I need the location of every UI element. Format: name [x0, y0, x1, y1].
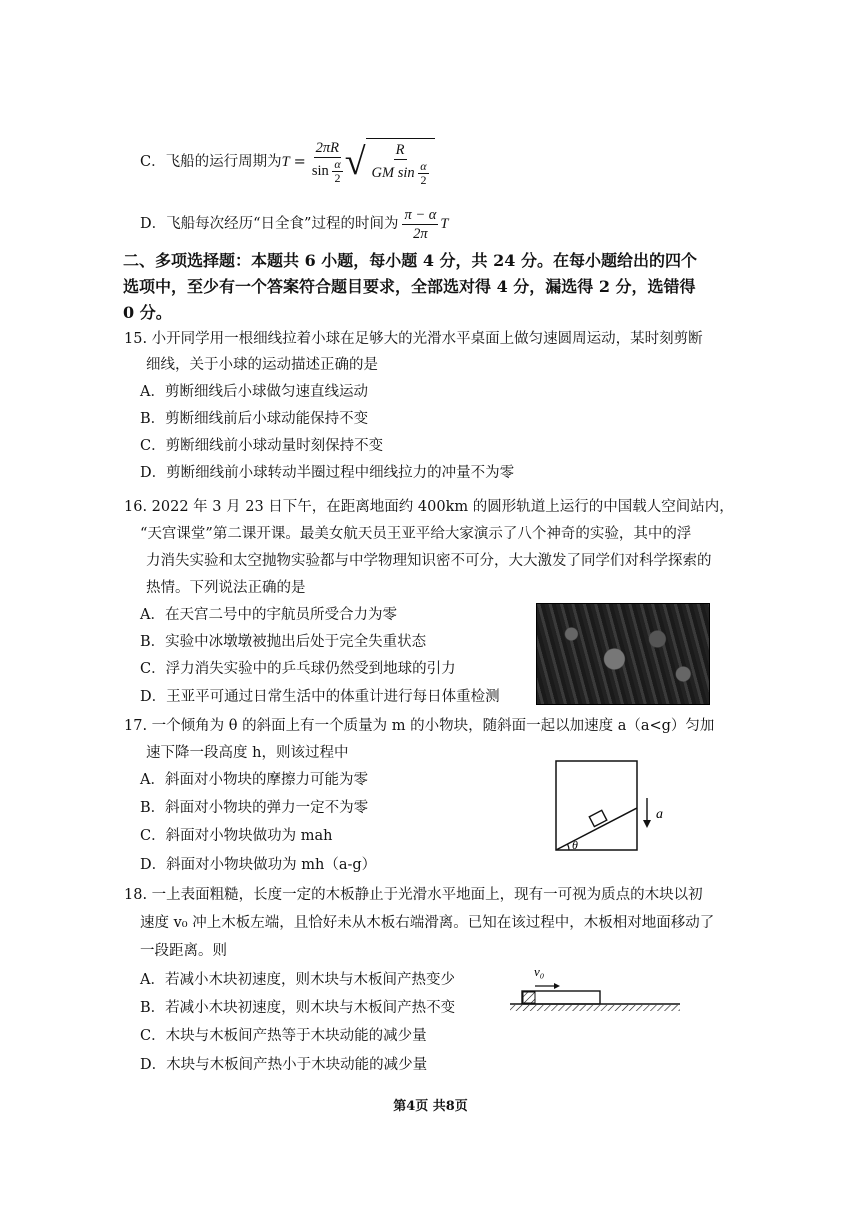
board-block-diagram: [508, 962, 683, 1022]
equals-sign: =: [293, 154, 306, 170]
acceleration-label: a: [656, 807, 663, 822]
sqrt-fraction-numerator: R: [395, 141, 405, 158]
q18-option-a: A．若减小木块初速度，则木块与木板间产热变少: [140, 972, 455, 988]
q15-option-b: B．剪断细线前后小球动能保持不变: [140, 411, 369, 427]
q15-option-c: C．剪断细线前小球动量时刻保持不变: [140, 438, 384, 454]
q14-option-c-prefix: C．飞船的运行周期为: [140, 154, 282, 170]
q16-stem-line1: 16. 2022 年 3 月 23 日下午，在距离地面约 400km 的圆形轨道上运行的中国载人空间站内，: [124, 499, 734, 515]
q17-option-d: D．斜面对小物块做功为 mh（a-g）: [140, 857, 377, 873]
angle-arc: [568, 844, 569, 850]
q17-stem-line2: 速下降一段高度 h，则该过程中: [146, 745, 349, 761]
initial-velocity-label: v₀: [534, 964, 545, 979]
q16-stem-line3: 力消失实验和太空抛物实验都与中学物理知识密不可分，大大激发了同学们对科学探索的: [146, 553, 712, 569]
q18-stem-line3: 一段距离。则: [140, 943, 227, 959]
section2-line2: 选项中，至少有一个答案符合题目要求，全部选对得 4 分，漏选得 2 分，选错得: [123, 277, 696, 296]
period-symbol: T: [281, 154, 290, 170]
velocity-arrow-icon: [554, 983, 560, 989]
acceleration-arrow-icon: [643, 820, 651, 828]
q16-option-d: D．王亚平可通过日常生活中的体重计进行每日体重检测: [140, 689, 500, 705]
sqrt-fraction: [370, 141, 431, 187]
q18-stem-line1: 18. 一上表面粗糙，长度一定的木板静止于光滑水平地面上，现有一可视为质点的木块以初: [124, 887, 703, 903]
q16-option-a: A．在天宫二号中的宇航员所受合力为零: [140, 607, 397, 623]
q15-option-d: D．剪断细线前小球转动半圈过程中细线拉力的冲量不为零: [140, 465, 515, 481]
q18-option-d: D．木块与木板间产热小于木块动能的减少量: [140, 1057, 428, 1073]
q16-option-b: B．实验中冰墩墩被抛出后处于完全失重状态: [140, 634, 427, 650]
q16-stem-line2: “天宫课堂”第二课开课。最美女航天员王亚平给大家演示了八个神奇的实验，其中的浮: [140, 526, 692, 542]
q17-option-a: A．斜面对小物块的摩擦力可能为零: [140, 772, 368, 788]
eclipse-time-fraction: $\frac{\pi - \alpha}{2\pi}$: [404, 206, 437, 242]
q14-option-d-prefix: D．飞船每次经历“日全食”过程的时间为: [140, 216, 399, 232]
block-icon: [589, 810, 606, 826]
q18-option-c: C．木块与木板间产热等于木块动能的减少量: [140, 1028, 427, 1044]
ground-hatch: [510, 1005, 680, 1011]
page-footer: 第4页 共8页: [393, 1099, 468, 1114]
q18-option-b: B．若减小木块初速度，则木块与木板间产热不变: [140, 1000, 456, 1016]
radical-sign-icon: √: [344, 141, 366, 183]
q16-option-c: C．浮力消失实验中的乒乓球仍然受到地球的引力: [140, 661, 456, 677]
period-fraction-numerator: 2πR: [315, 140, 339, 156]
small-block: [523, 992, 535, 1003]
q14-option-c: [140, 132, 435, 192]
angle-label: θ: [572, 838, 578, 852]
space-station-photo: [536, 603, 710, 705]
q15-stem-line1: 15. 小开同学用一根细线拉着小球在足够大的光滑水平桌面上做匀速圆周运动，某时刻剪断: [124, 331, 703, 347]
q16-stem-line4: 热情。下列说法正确的是: [146, 580, 306, 596]
q18-stem-line2: 速度 v₀ 冲上木板左端，且恰好未从木板右端滑离。已知在该过程中，木板相对地面移动了: [140, 915, 715, 931]
incline-diagram: [555, 760, 685, 855]
q15-stem-line2: 细线，关于小球的运动描述正确的是: [146, 357, 378, 373]
section2-line3: 0 分。: [123, 303, 172, 322]
period-fraction: [310, 139, 345, 185]
q17-option-b: B．斜面对小物块的弹力一定不为零: [140, 800, 369, 816]
q17-option-c: C．斜面对小物块做功为 mah: [140, 828, 333, 844]
period-fraction-denominator: sin $\frac{\alpha}{2}$: [311, 157, 341, 185]
q14-option-d: D．飞船每次经历“日全食”过程的时间为 $\frac{\pi - \alpha}{2\pi}$ T: [140, 206, 449, 242]
square-root: [345, 138, 435, 187]
incline-frame: [556, 761, 637, 850]
q15-option-a: A．剪断细线后小球做匀速直线运动: [140, 384, 368, 400]
section2-line1: 二、多项选择题：本题共 6 小题，每小题 4 分，共 24 分。在每小题给出的四个: [123, 251, 697, 270]
half-alpha-fraction: $\frac{\alpha}{2}$: [334, 157, 341, 185]
sqrt-fraction-denominator: GM sin $\frac{\alpha}{2}$: [371, 158, 427, 187]
q17-stem-line1: 17. 一个倾角为 θ 的斜面上有一个质量为 m 的小物块，随斜面一起以加速度 a（a<g）匀加: [124, 718, 715, 734]
